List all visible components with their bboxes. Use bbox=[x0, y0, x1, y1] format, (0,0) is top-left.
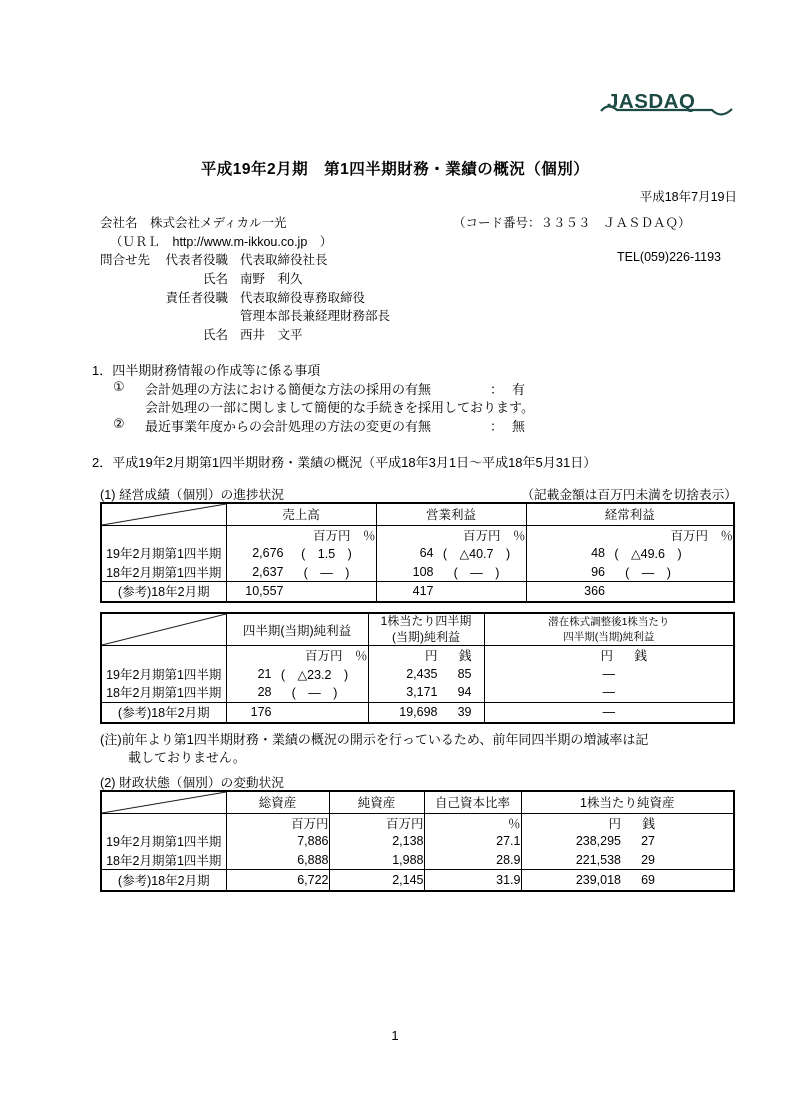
page-title: 平成19年2月期 第1四半期財務・業績の概況（個別） bbox=[200, 161, 590, 178]
unit-cell: 百万円 ％ bbox=[226, 646, 368, 665]
diagonal-cell bbox=[101, 791, 226, 813]
yen-amount: 221,538 bbox=[575, 852, 621, 867]
table-row-reference bbox=[101, 702, 734, 723]
subsection2-heading: (2) 財政状態（個別）の変動状況 bbox=[100, 776, 284, 790]
financial-position-table bbox=[100, 790, 735, 892]
value-cell bbox=[368, 683, 484, 702]
unit-cell: 円 銭 bbox=[368, 646, 484, 665]
amount: 21 bbox=[257, 666, 272, 681]
value-cell bbox=[226, 582, 376, 602]
sen-amount: 69 bbox=[641, 872, 655, 887]
row-label-cell: (参考)18年2月期 bbox=[101, 702, 226, 723]
subsection1-heading-row bbox=[100, 484, 737, 503]
table-row bbox=[101, 832, 734, 851]
unit-cell: 百万円 ％ bbox=[526, 525, 734, 544]
manager-name: 西井 文平 bbox=[240, 328, 303, 343]
amount: 2,637 bbox=[252, 564, 284, 579]
value-cell: 28.9 bbox=[424, 851, 521, 870]
value-cell bbox=[226, 544, 376, 563]
amount: 417 bbox=[412, 584, 434, 599]
value-cell bbox=[521, 832, 734, 851]
value-cell: 6,722 bbox=[226, 870, 329, 891]
column-header: 潜在株式調整後1株当たり 四半期(当期)純利益 bbox=[484, 613, 734, 646]
yen-amount: 19,698 bbox=[399, 705, 438, 720]
section1-item1 bbox=[113, 379, 673, 398]
item1-marker: ① bbox=[113, 379, 125, 394]
unit-cell: 百万円 bbox=[329, 813, 424, 832]
sen-amount: 94 bbox=[457, 685, 472, 700]
manager-title-line2 bbox=[100, 306, 737, 325]
sen-amount: 85 bbox=[457, 666, 472, 681]
value-cell: 7,886 bbox=[226, 832, 329, 851]
item2-text: 最近事業年度からの会計処理の方法の変更の有無 bbox=[145, 419, 432, 434]
column-header: 総資産 bbox=[226, 791, 329, 813]
unit-cell: 円 銭 bbox=[521, 813, 734, 832]
rounding-note: （記載金額は百万円未満を切捨表示） bbox=[521, 488, 737, 502]
unit-cell: 百万円 ％ bbox=[376, 525, 526, 544]
percent: ( △40.7 ) bbox=[442, 547, 511, 561]
section1-heading: 1．四半期財務情報の作成等に係る事項 bbox=[92, 363, 321, 378]
value-cell bbox=[376, 563, 526, 582]
value-cell: 6,888 bbox=[226, 851, 329, 870]
amount: 96 bbox=[591, 564, 605, 579]
percent: ( △23.2 ) bbox=[280, 667, 349, 682]
yen-amount: 3,171 bbox=[406, 685, 438, 700]
value-cell bbox=[526, 544, 734, 563]
item1-text: 会計処理の方法における簡便な方法の採用の有無 bbox=[145, 382, 432, 397]
company-info bbox=[100, 213, 737, 344]
unit-cell: 百万円 bbox=[226, 813, 329, 832]
manager-title-label: 責任者役職 bbox=[165, 290, 228, 305]
value-cell bbox=[376, 582, 526, 602]
contact-line bbox=[100, 250, 737, 269]
page-number: 1 bbox=[391, 1028, 399, 1043]
table-row bbox=[101, 563, 734, 582]
table-header-row bbox=[101, 613, 734, 646]
value-cell: ― bbox=[484, 664, 734, 683]
value-cell bbox=[526, 563, 734, 582]
footnote-line2: 載しておりません。 bbox=[128, 750, 246, 765]
table-header-row bbox=[101, 503, 734, 525]
column-header: 四半期(当期)純利益 bbox=[226, 613, 368, 646]
item2-colon: ： bbox=[490, 419, 504, 434]
subsection1-heading: (1) 経営成績（個別）の進捗状況 bbox=[100, 488, 284, 502]
item1-colon: ： bbox=[490, 382, 504, 397]
row-label-cell: 19年2月期第1四半期 bbox=[106, 547, 222, 561]
contact-label: 問合せ先 bbox=[100, 253, 151, 268]
value-cell bbox=[226, 563, 376, 582]
amount: 10,557 bbox=[245, 584, 284, 599]
stock-code: （コード番号：３３５３ ＪＡＳＤＡＱ） bbox=[453, 216, 691, 230]
column-header: 営業利益 bbox=[376, 503, 526, 525]
item2-marker: ② bbox=[113, 416, 125, 431]
item2-answer: 無 bbox=[512, 419, 526, 434]
percent: ( △49.6 ) bbox=[614, 547, 682, 561]
amount: 108 bbox=[412, 564, 434, 579]
column-header: 自己資本比率 bbox=[424, 791, 521, 813]
operating-results-table bbox=[100, 502, 735, 603]
company-name-line bbox=[100, 213, 737, 232]
value-cell bbox=[368, 664, 484, 683]
jasdaq-logo bbox=[600, 85, 734, 117]
value-cell bbox=[521, 870, 734, 891]
table-row bbox=[101, 544, 734, 563]
amount: 366 bbox=[584, 584, 605, 599]
value-cell bbox=[526, 582, 734, 602]
value-cell: ― bbox=[484, 683, 734, 702]
column-header: 1株当たり四半期 (当期)純利益 bbox=[368, 613, 484, 646]
manager-title-1: 代表取締役専務取締役 bbox=[240, 290, 366, 305]
net-income-table bbox=[100, 612, 735, 724]
unit-cell: ％ bbox=[424, 813, 521, 832]
value-cell: 27.1 bbox=[424, 832, 521, 851]
name-label: 氏名 bbox=[202, 272, 228, 287]
table-row bbox=[101, 851, 734, 870]
unit-cell: 百万円 ％ bbox=[226, 525, 376, 544]
value-cell bbox=[368, 702, 484, 723]
value-cell: 1,988 bbox=[329, 851, 424, 870]
value-cell: 2,145 bbox=[329, 870, 424, 891]
jasdaq-logo-graphic bbox=[600, 85, 734, 117]
unit-row bbox=[101, 813, 734, 832]
representative-name-line bbox=[100, 269, 737, 288]
section1-item1-note: 会計処理の一部に関しまして簡便的な手続きを採用しております。 bbox=[145, 400, 534, 415]
manager-name-line bbox=[100, 325, 737, 344]
unit-row bbox=[101, 646, 734, 665]
section1-item2 bbox=[113, 416, 673, 435]
amount: 28 bbox=[257, 685, 272, 700]
representative-title-label: 代表者役職 bbox=[165, 253, 228, 268]
footnote-line1: (注)前年より第1四半期財務・業績の概況の開示を行っているため、前年同四半期の増減率は記 bbox=[100, 732, 649, 747]
value-cell bbox=[226, 702, 368, 723]
amount: 48 bbox=[591, 546, 605, 560]
row-label-cell: (参考)18年2月期 bbox=[101, 582, 226, 602]
representative-name: 南野 利久 bbox=[240, 272, 303, 287]
company-name: 会社名 株式会社メディカル一光 bbox=[100, 216, 287, 230]
value-cell bbox=[226, 664, 368, 683]
value-cell bbox=[226, 683, 368, 702]
section2-heading: 2．平成19年2月期第1四半期財務・業績の概況（平成18年3月1日～平成18年5月31日） bbox=[92, 455, 597, 470]
row-label-cell: (参考)18年2月期 bbox=[101, 870, 226, 891]
row-label-cell: 18年2月期第1四半期 bbox=[106, 853, 222, 868]
table-row-reference bbox=[101, 582, 734, 602]
percent: ( ― ) bbox=[625, 565, 671, 580]
value-cell bbox=[521, 851, 734, 870]
column-header: 経常利益 bbox=[526, 503, 734, 525]
representative-title: 代表取締役社長 bbox=[240, 253, 328, 268]
company-url: （ＵＲＬ http://www.m-ikkou.co.jp ） bbox=[110, 234, 333, 249]
yen-amount: 239,018 bbox=[575, 872, 621, 887]
row-label-cell: 19年2月期第1四半期 bbox=[106, 835, 222, 849]
value-cell: 31.9 bbox=[424, 870, 521, 891]
row-label-cell: 18年2月期第1四半期 bbox=[106, 686, 222, 701]
row-label-cell: 19年2月期第1四半期 bbox=[106, 667, 222, 682]
diagonal-cell bbox=[101, 503, 226, 525]
report-date: 平成18年7月19日 bbox=[639, 190, 737, 204]
table-row-reference bbox=[101, 870, 734, 891]
column-header: 純資産 bbox=[329, 791, 424, 813]
percent: ( ― ) bbox=[453, 565, 500, 580]
yen-amount: 2,435 bbox=[406, 666, 438, 681]
table-header-row bbox=[101, 791, 734, 813]
unit-row bbox=[101, 525, 734, 544]
amount: 64 bbox=[419, 546, 434, 560]
percent: ( ― ) bbox=[291, 686, 338, 701]
item1-answer: 有 bbox=[512, 382, 526, 397]
amount: 2,676 bbox=[252, 546, 284, 560]
yen-amount: 238,295 bbox=[575, 834, 621, 848]
value-cell bbox=[376, 544, 526, 563]
column-header: 売上高 bbox=[226, 503, 376, 525]
sen-amount: 39 bbox=[457, 705, 472, 720]
phone-number: TEL(059)226-1193 bbox=[616, 250, 721, 265]
sen-amount: 27 bbox=[641, 834, 655, 848]
table-row bbox=[101, 683, 734, 702]
sen-amount: 29 bbox=[641, 852, 655, 867]
company-url-line bbox=[100, 232, 737, 251]
percent: ( ― ) bbox=[303, 565, 350, 580]
unit-cell: 円 銭 bbox=[484, 646, 734, 665]
percent: ( 1.5 ) bbox=[301, 547, 352, 561]
table-row bbox=[101, 664, 734, 683]
amount: 176 bbox=[250, 705, 272, 720]
row-label-cell: 18年2月期第1四半期 bbox=[106, 565, 222, 580]
manager-title-2: 管理本部長兼経理財務部長 bbox=[240, 309, 391, 324]
diagonal-cell bbox=[101, 613, 226, 646]
value-cell: ― bbox=[484, 702, 734, 723]
name-label: 氏名 bbox=[202, 328, 228, 343]
column-header: 1株当たり純資産 bbox=[521, 791, 734, 813]
value-cell: 2,138 bbox=[329, 832, 424, 851]
logo-text: JASDAQ bbox=[607, 90, 696, 113]
manager-title-line bbox=[100, 288, 737, 307]
